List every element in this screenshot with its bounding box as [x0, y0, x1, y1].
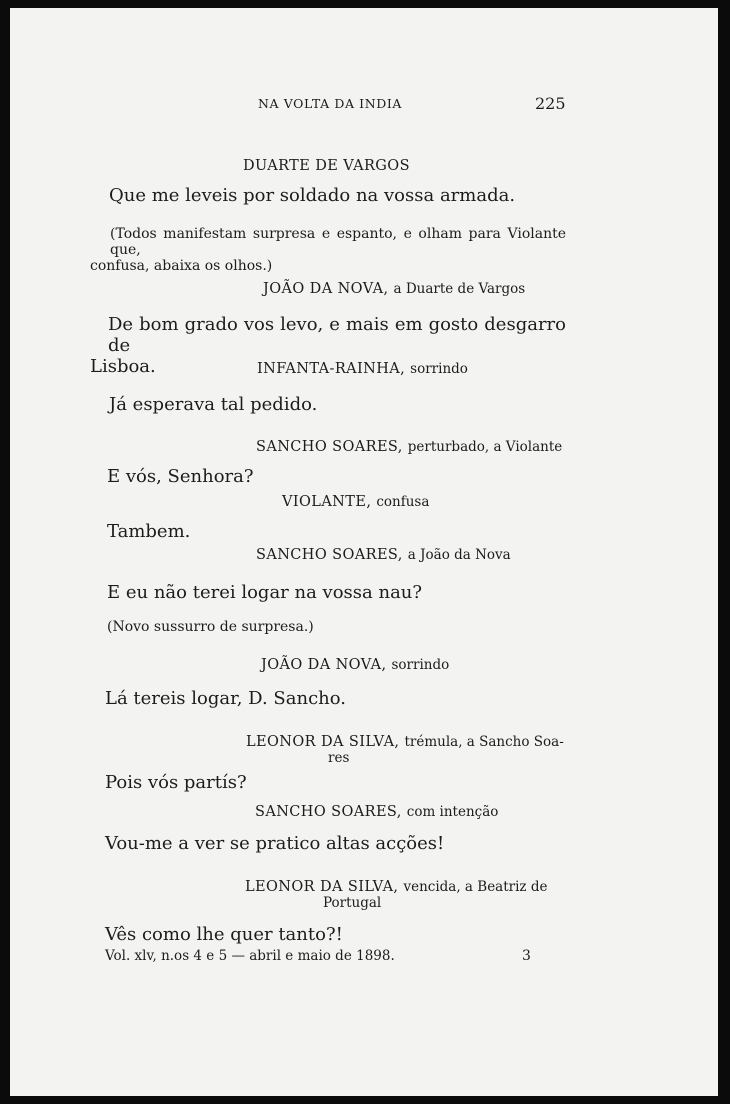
dialogue-line: E eu não terei logar na vossa nau? — [107, 582, 423, 603]
dialogue-line: E vós, Senhora? — [107, 466, 254, 487]
running-header-title: NA VOLTA DA INDIA — [258, 96, 403, 111]
speaker-heading: DUARTE DE VARGOS — [243, 158, 410, 174]
dialogue-line: Que me leveis por soldado na vossa armada. — [109, 185, 516, 206]
speaker-heading: LEONOR DA SILVA, trémula, a Sancho Soa- — [246, 734, 564, 750]
footer-signature-mark: 3 — [522, 948, 531, 964]
dialogue-line: De bom grado vos levo, e mais em gosto desgarro de Lisboa. — [90, 314, 566, 377]
stage-direction: (Novo sussurro de surpresa.) — [107, 619, 314, 635]
dialogue-line: Vou-me a ver se pratico altas acções! — [105, 833, 445, 854]
footer-volume-info: Vol. xlv, n.os 4 e 5 — abril e maio de 1898. — [105, 948, 395, 964]
speaker-heading: VIOLANTE, confusa — [282, 494, 430, 510]
speaker-heading: JOÃO DA NOVA, a Duarte de Vargos — [263, 281, 526, 297]
speaker-heading: JOÃO DA NOVA, sorrindo — [261, 657, 450, 673]
dialogue-line: Tambem. — [107, 521, 191, 542]
speaker-heading: LEONOR DA SILVA, vencida, a Beatriz de — [245, 879, 548, 895]
page-number: 225 — [535, 94, 566, 113]
speaker-heading-continuation: Portugal — [323, 895, 382, 911]
speaker-heading: SANCHO SOARES, a João da Nova — [256, 547, 511, 563]
speaker-heading-continuation: res — [328, 750, 350, 766]
stage-direction: (Todos manifestam surpresa e espanto, e olham para Violante que, confusa, abaixa os olhos.) — [90, 226, 566, 274]
dialogue-line: Lá tereis logar, D. Sancho. — [105, 688, 346, 709]
dialogue-line: Vês como lhe quer tanto?! — [105, 924, 343, 945]
speaker-heading: SANCHO SOARES, com intenção — [255, 804, 499, 820]
dialogue-line: Pois vós partís? — [105, 772, 247, 793]
speaker-heading: INFANTA-RAINHA, sorrindo — [257, 361, 468, 377]
page — [10, 8, 718, 1096]
speaker-heading: SANCHO SOARES, perturbado, a Violante — [256, 439, 563, 455]
dialogue-line: Já esperava tal pedido. — [109, 394, 318, 415]
